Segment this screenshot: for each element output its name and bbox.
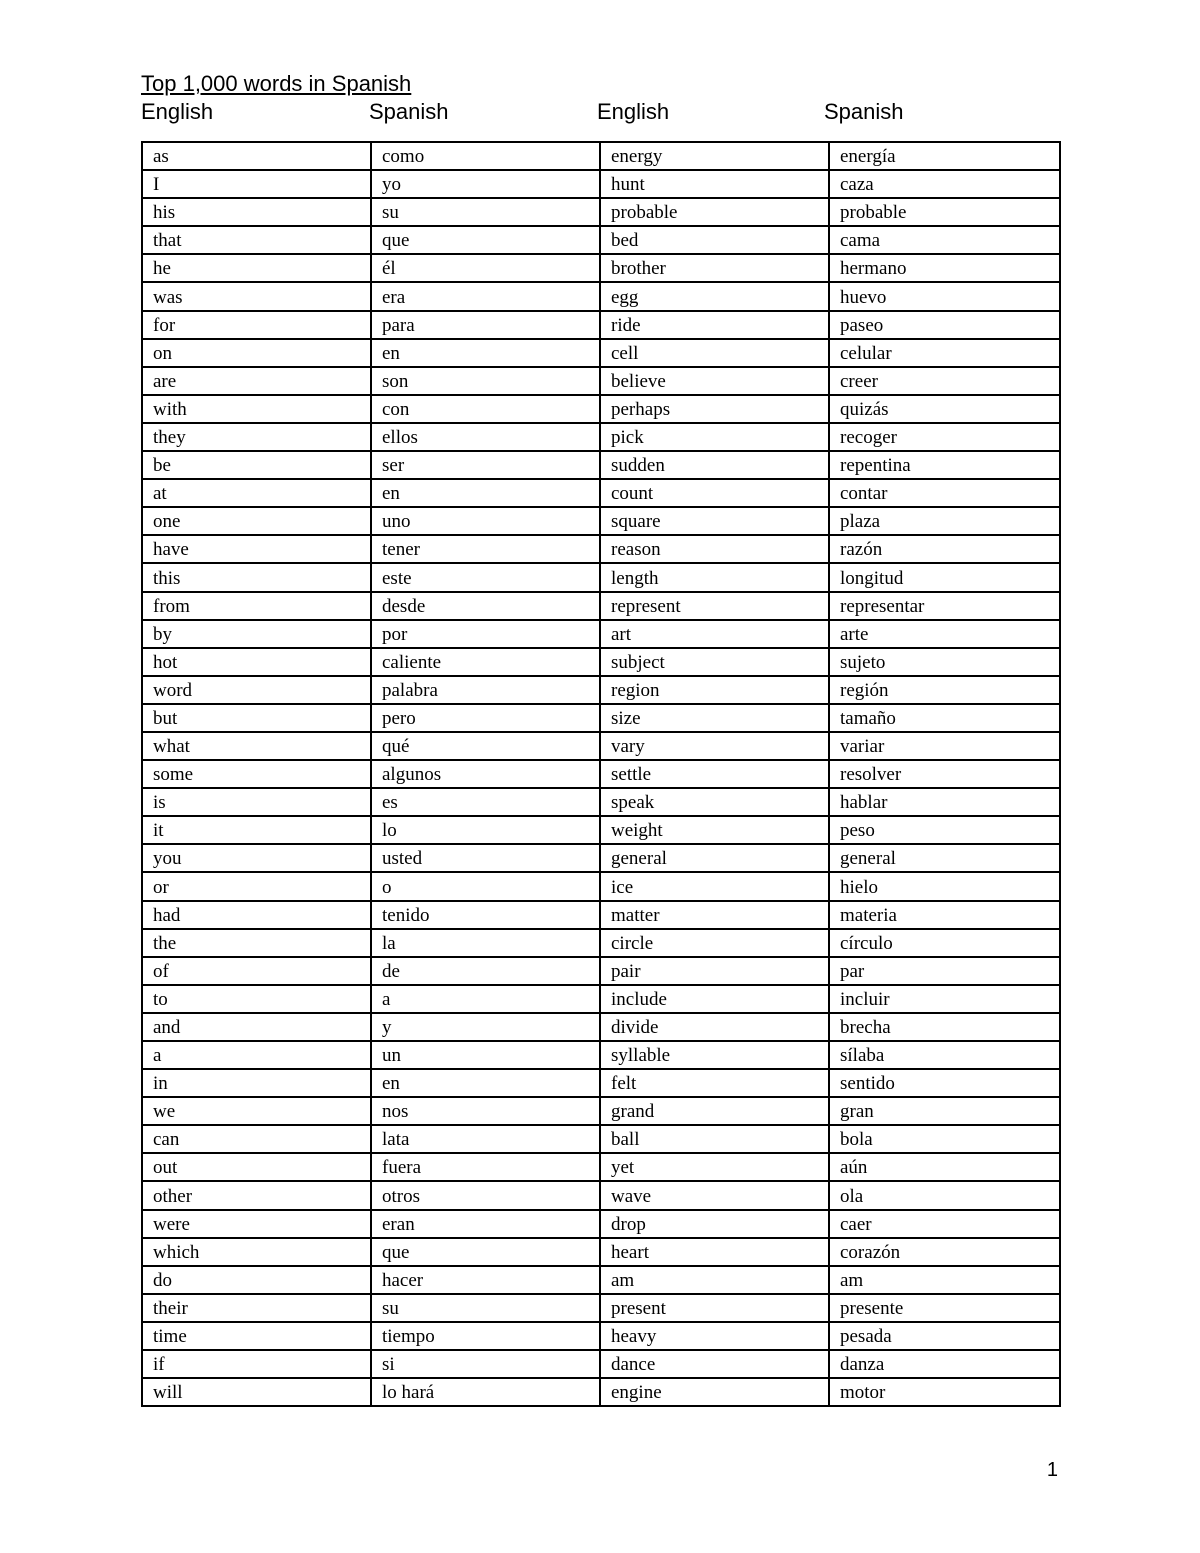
english-word-cell: cell: [600, 339, 829, 367]
english-word-cell: wave: [600, 1181, 829, 1209]
english-word-cell: square: [600, 507, 829, 535]
page-title: Top 1,000 words in Spanish: [141, 71, 412, 96]
table-row: [142, 254, 1060, 282]
english-word-cell: settle: [600, 760, 829, 788]
table-row: [142, 1266, 1060, 1294]
spanish-word-cell: lo hará: [371, 1378, 600, 1406]
spanish-word-cell: un: [371, 1041, 600, 1069]
english-word-cell: felt: [600, 1069, 829, 1097]
spanish-word-cell: incluir: [829, 985, 1060, 1013]
column-header-spanish-2: Spanish: [824, 99, 904, 124]
english-word-cell: a: [142, 1041, 371, 1069]
english-word-cell: that: [142, 226, 371, 254]
english-word-cell: general: [600, 844, 829, 872]
spanish-word-cell: caer: [829, 1210, 1060, 1238]
english-word-cell: yet: [600, 1153, 829, 1181]
spanish-word-cell: plaza: [829, 507, 1060, 535]
spanish-word-cell: recoger: [829, 423, 1060, 451]
spanish-word-cell: sílaba: [829, 1041, 1060, 1069]
english-word-cell: heart: [600, 1238, 829, 1266]
spanish-word-cell: y: [371, 1013, 600, 1041]
spanish-word-cell: pero: [371, 704, 600, 732]
english-word-cell: word: [142, 676, 371, 704]
english-word-cell: if: [142, 1350, 371, 1378]
table-row: [142, 198, 1060, 226]
table-row: [142, 1153, 1060, 1181]
english-word-cell: other: [142, 1181, 371, 1209]
table-row: [142, 1294, 1060, 1322]
english-word-cell: speak: [600, 788, 829, 816]
spanish-word-cell: hielo: [829, 872, 1060, 900]
spanish-word-cell: arte: [829, 620, 1060, 648]
table-row: [142, 1238, 1060, 1266]
table-row: [142, 479, 1060, 507]
table-row: [142, 423, 1060, 451]
table-row: [142, 1350, 1060, 1378]
table-row: [142, 1378, 1060, 1406]
table-row: [142, 816, 1060, 844]
spanish-word-cell: yo: [371, 170, 600, 198]
vocabulary-table: [141, 141, 1061, 1407]
spanish-word-cell: danza: [829, 1350, 1060, 1378]
spanish-word-cell: fuera: [371, 1153, 600, 1181]
english-word-cell: size: [600, 704, 829, 732]
spanish-word-cell: ola: [829, 1181, 1060, 1209]
english-word-cell: out: [142, 1153, 371, 1181]
english-word-cell: ice: [600, 872, 829, 900]
spanish-word-cell: este: [371, 563, 600, 591]
english-word-cell: is: [142, 788, 371, 816]
spanish-word-cell: tamaño: [829, 704, 1060, 732]
spanish-word-cell: razón: [829, 535, 1060, 563]
spanish-word-cell: a: [371, 985, 600, 1013]
english-word-cell: was: [142, 282, 371, 310]
spanish-word-cell: nos: [371, 1097, 600, 1125]
spanish-word-cell: aún: [829, 1153, 1060, 1181]
spanish-word-cell: su: [371, 1294, 600, 1322]
spanish-word-cell: su: [371, 198, 600, 226]
english-word-cell: pair: [600, 957, 829, 985]
spanish-word-cell: hacer: [371, 1266, 600, 1294]
english-word-cell: do: [142, 1266, 371, 1294]
english-word-cell: by: [142, 620, 371, 648]
table-row: [142, 592, 1060, 620]
english-word-cell: syllable: [600, 1041, 829, 1069]
table-row: [142, 760, 1060, 788]
table-row: [142, 1013, 1060, 1041]
english-word-cell: probable: [600, 198, 829, 226]
spanish-word-cell: lo: [371, 816, 600, 844]
spanish-word-cell: desde: [371, 592, 600, 620]
english-word-cell: divide: [600, 1013, 829, 1041]
table-row: [142, 1097, 1060, 1125]
column-header-spanish-1: Spanish: [369, 99, 449, 124]
table-row: [142, 872, 1060, 900]
english-word-cell: they: [142, 423, 371, 451]
table-row: [142, 451, 1060, 479]
english-word-cell: you: [142, 844, 371, 872]
spanish-word-cell: o: [371, 872, 600, 900]
english-word-cell: weight: [600, 816, 829, 844]
english-word-cell: hot: [142, 648, 371, 676]
english-word-cell: are: [142, 367, 371, 395]
english-word-cell: one: [142, 507, 371, 535]
table-row: [142, 1125, 1060, 1153]
english-word-cell: their: [142, 1294, 371, 1322]
spanish-word-cell: ellos: [371, 423, 600, 451]
english-word-cell: believe: [600, 367, 829, 395]
spanish-word-cell: algunos: [371, 760, 600, 788]
english-word-cell: count: [600, 479, 829, 507]
english-word-cell: art: [600, 620, 829, 648]
english-word-cell: from: [142, 592, 371, 620]
english-word-cell: at: [142, 479, 371, 507]
english-word-cell: will: [142, 1378, 371, 1406]
english-word-cell: for: [142, 311, 371, 339]
table-row: [142, 1041, 1060, 1069]
english-word-cell: what: [142, 732, 371, 760]
english-word-cell: region: [600, 676, 829, 704]
table-row: [142, 507, 1060, 535]
spanish-word-cell: am: [829, 1266, 1060, 1294]
spanish-word-cell: tener: [371, 535, 600, 563]
spanish-word-cell: presente: [829, 1294, 1060, 1322]
spanish-word-cell: de: [371, 957, 600, 985]
spanish-word-cell: él: [371, 254, 600, 282]
spanish-word-cell: brecha: [829, 1013, 1060, 1041]
english-word-cell: we: [142, 1097, 371, 1125]
spanish-word-cell: en: [371, 479, 600, 507]
english-word-cell: sudden: [600, 451, 829, 479]
english-word-cell: his: [142, 198, 371, 226]
spanish-word-cell: para: [371, 311, 600, 339]
english-word-cell: or: [142, 872, 371, 900]
spanish-word-cell: ser: [371, 451, 600, 479]
spanish-word-cell: que: [371, 1238, 600, 1266]
spanish-word-cell: son: [371, 367, 600, 395]
english-word-cell: this: [142, 563, 371, 591]
spanish-word-cell: sentido: [829, 1069, 1060, 1097]
table-row: [142, 620, 1060, 648]
spanish-word-cell: qué: [371, 732, 600, 760]
english-word-cell: drop: [600, 1210, 829, 1238]
table-row: [142, 985, 1060, 1013]
spanish-word-cell: energía: [829, 142, 1060, 170]
english-word-cell: egg: [600, 282, 829, 310]
table-row: [142, 395, 1060, 423]
spanish-word-cell: huevo: [829, 282, 1060, 310]
spanish-word-cell: por: [371, 620, 600, 648]
spanish-word-cell: si: [371, 1350, 600, 1378]
english-word-cell: brother: [600, 254, 829, 282]
english-word-cell: engine: [600, 1378, 829, 1406]
table-row: [142, 170, 1060, 198]
spanish-word-cell: era: [371, 282, 600, 310]
spanish-word-cell: caza: [829, 170, 1060, 198]
table-row: [142, 844, 1060, 872]
page-number: 1: [1046, 1459, 1058, 1481]
english-word-cell: hunt: [600, 170, 829, 198]
spanish-word-cell: creer: [829, 367, 1060, 395]
english-word-cell: represent: [600, 592, 829, 620]
spanish-word-cell: materia: [829, 901, 1060, 929]
english-word-cell: include: [600, 985, 829, 1013]
spanish-word-cell: como: [371, 142, 600, 170]
spanish-word-cell: tiempo: [371, 1322, 600, 1350]
english-word-cell: be: [142, 451, 371, 479]
spanish-word-cell: caliente: [371, 648, 600, 676]
spanish-word-cell: variar: [829, 732, 1060, 760]
english-word-cell: pick: [600, 423, 829, 451]
english-word-cell: present: [600, 1294, 829, 1322]
english-word-cell: as: [142, 142, 371, 170]
table-row: [142, 957, 1060, 985]
vocabulary-table-body: [142, 142, 1060, 1406]
table-row: [142, 311, 1060, 339]
spanish-word-cell: lata: [371, 1125, 600, 1153]
spanish-word-cell: hablar: [829, 788, 1060, 816]
english-word-cell: grand: [600, 1097, 829, 1125]
spanish-word-cell: otros: [371, 1181, 600, 1209]
spanish-word-cell: es: [371, 788, 600, 816]
spanish-word-cell: representar: [829, 592, 1060, 620]
column-header-english-1: English: [141, 99, 214, 124]
spanish-word-cell: celular: [829, 339, 1060, 367]
english-word-cell: can: [142, 1125, 371, 1153]
english-word-cell: dance: [600, 1350, 829, 1378]
table-row: [142, 788, 1060, 816]
english-word-cell: bed: [600, 226, 829, 254]
english-word-cell: length: [600, 563, 829, 591]
english-word-cell: time: [142, 1322, 371, 1350]
spanish-word-cell: bola: [829, 1125, 1060, 1153]
spanish-word-cell: repentina: [829, 451, 1060, 479]
english-word-cell: ball: [600, 1125, 829, 1153]
spanish-word-cell: sujeto: [829, 648, 1060, 676]
english-word-cell: perhaps: [600, 395, 829, 423]
column-header-english-2: English: [597, 99, 670, 124]
english-word-cell: the: [142, 929, 371, 957]
table-row: [142, 1069, 1060, 1097]
english-word-cell: vary: [600, 732, 829, 760]
table-row: [142, 226, 1060, 254]
spanish-word-cell: corazón: [829, 1238, 1060, 1266]
table-row: [142, 367, 1060, 395]
english-word-cell: have: [142, 535, 371, 563]
english-word-cell: matter: [600, 901, 829, 929]
spanish-word-cell: que: [371, 226, 600, 254]
table-row: [142, 676, 1060, 704]
english-word-cell: heavy: [600, 1322, 829, 1350]
spanish-word-cell: peso: [829, 816, 1060, 844]
english-word-cell: am: [600, 1266, 829, 1294]
english-word-cell: and: [142, 1013, 371, 1041]
english-word-cell: subject: [600, 648, 829, 676]
table-row: [142, 929, 1060, 957]
spanish-word-cell: pesada: [829, 1322, 1060, 1350]
spanish-word-cell: eran: [371, 1210, 600, 1238]
english-word-cell: ride: [600, 311, 829, 339]
english-word-cell: with: [142, 395, 371, 423]
spanish-word-cell: uno: [371, 507, 600, 535]
spanish-word-cell: con: [371, 395, 600, 423]
spanish-word-cell: contar: [829, 479, 1060, 507]
english-word-cell: some: [142, 760, 371, 788]
spanish-word-cell: gran: [829, 1097, 1060, 1125]
spanish-word-cell: cama: [829, 226, 1060, 254]
english-word-cell: had: [142, 901, 371, 929]
english-word-cell: he: [142, 254, 371, 282]
spanish-word-cell: en: [371, 339, 600, 367]
spanish-word-cell: resolver: [829, 760, 1060, 788]
spanish-word-cell: hermano: [829, 254, 1060, 282]
table-row: [142, 1322, 1060, 1350]
table-row: [142, 142, 1060, 170]
table-row: [142, 1210, 1060, 1238]
table-row: [142, 282, 1060, 310]
english-word-cell: I: [142, 170, 371, 198]
spanish-word-cell: palabra: [371, 676, 600, 704]
table-row: [142, 648, 1060, 676]
english-word-cell: on: [142, 339, 371, 367]
english-word-cell: which: [142, 1238, 371, 1266]
spanish-word-cell: motor: [829, 1378, 1060, 1406]
spanish-word-cell: quizás: [829, 395, 1060, 423]
english-word-cell: of: [142, 957, 371, 985]
table-row: [142, 535, 1060, 563]
table-row: [142, 563, 1060, 591]
english-word-cell: but: [142, 704, 371, 732]
table-row: [142, 901, 1060, 929]
spanish-word-cell: probable: [829, 198, 1060, 226]
spanish-word-cell: región: [829, 676, 1060, 704]
english-word-cell: circle: [600, 929, 829, 957]
english-word-cell: reason: [600, 535, 829, 563]
spanish-word-cell: longitud: [829, 563, 1060, 591]
english-word-cell: it: [142, 816, 371, 844]
spanish-word-cell: tenido: [371, 901, 600, 929]
spanish-word-cell: usted: [371, 844, 600, 872]
english-word-cell: to: [142, 985, 371, 1013]
table-row: [142, 339, 1060, 367]
spanish-word-cell: par: [829, 957, 1060, 985]
spanish-word-cell: en: [371, 1069, 600, 1097]
spanish-word-cell: paseo: [829, 311, 1060, 339]
spanish-word-cell: general: [829, 844, 1060, 872]
table-row: [142, 732, 1060, 760]
spanish-word-cell: la: [371, 929, 600, 957]
spanish-word-cell: círculo: [829, 929, 1060, 957]
table-row: [142, 704, 1060, 732]
english-word-cell: in: [142, 1069, 371, 1097]
english-word-cell: were: [142, 1210, 371, 1238]
table-row: [142, 1181, 1060, 1209]
english-word-cell: energy: [600, 142, 829, 170]
